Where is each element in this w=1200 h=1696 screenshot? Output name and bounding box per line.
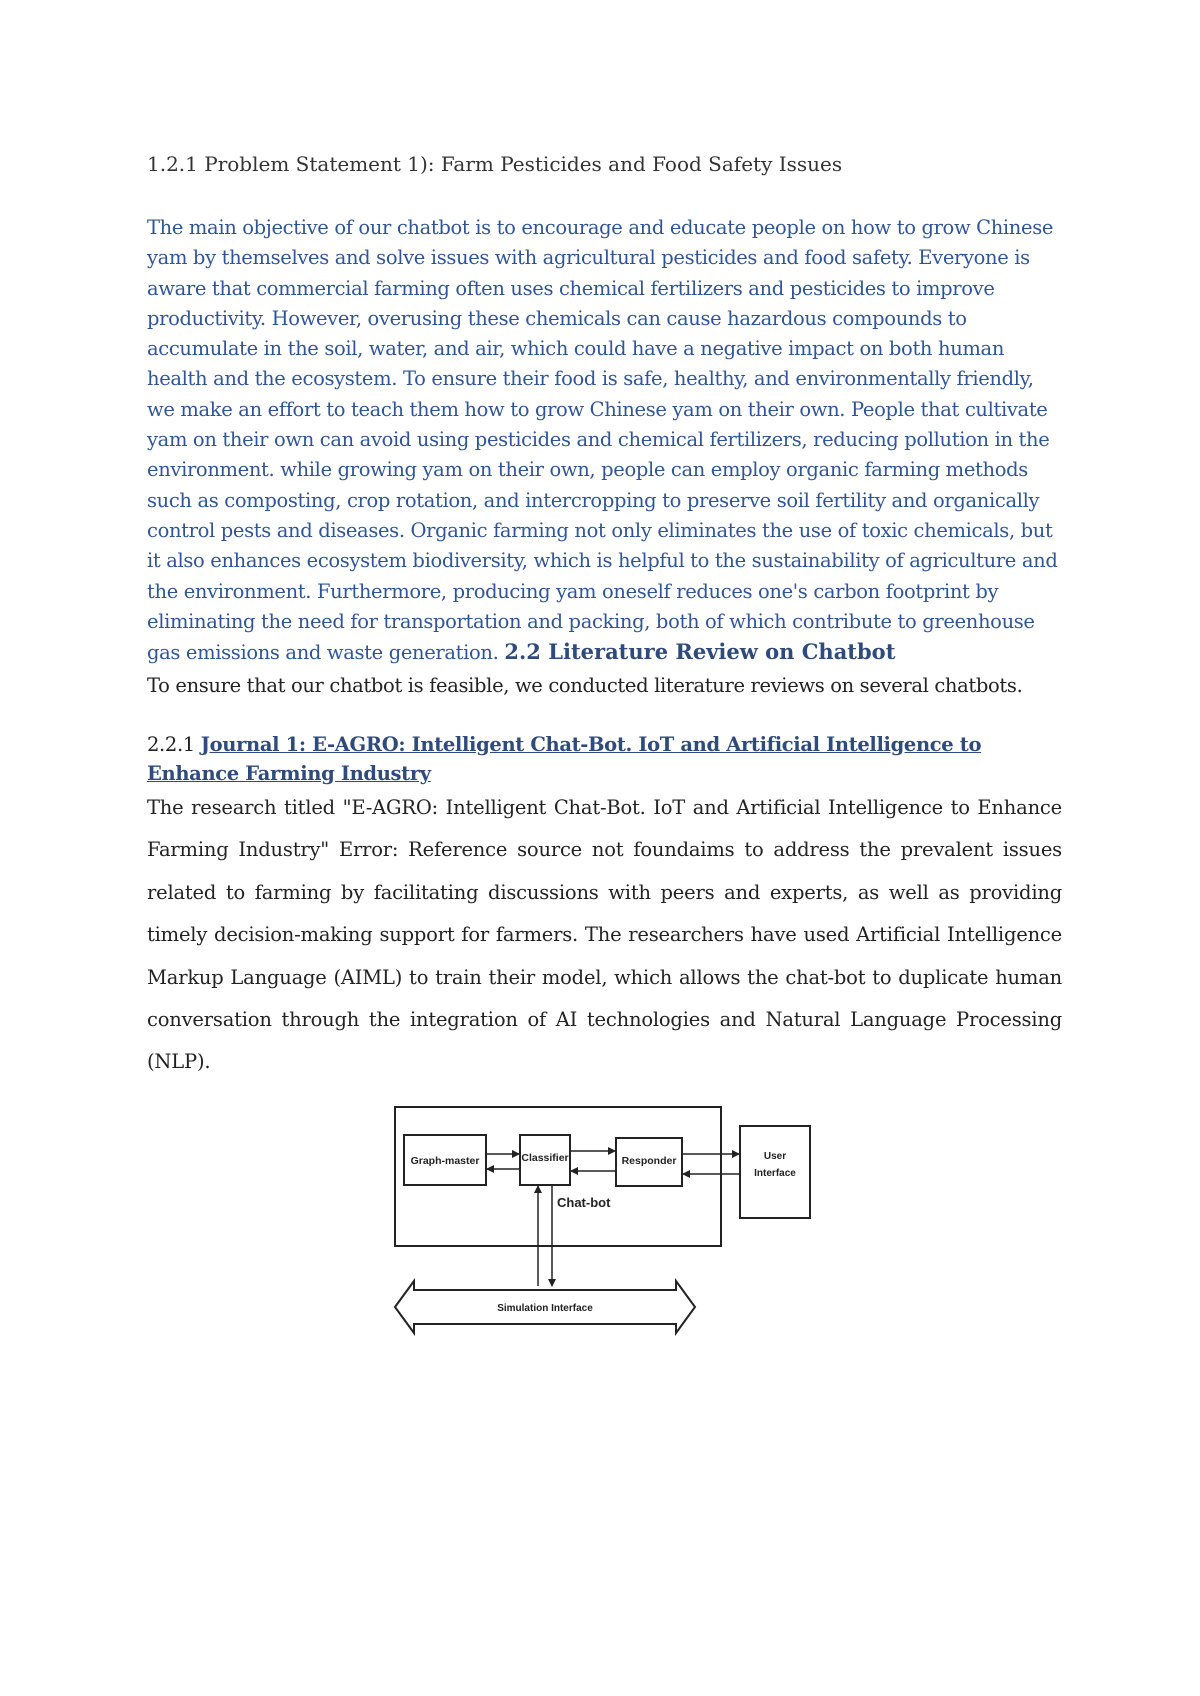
journal-heading bbox=[147, 730, 1027, 788]
objective-paragraph-text: The main objective of our chatbot is to encourage and educate people on how to grow Chinese yam by themselves and solve issues with agricultural pesticides and food safety. Everyone is aware that commercial farming often uses chemical fertilizers and pesticides to improve productivity. However, overusing these chemicals can cause hazardous compounds to accumulate in the soil, water, and air, which could have a negative impact on both human health and the ecosystem. To ensure their food is safe, healthy, and environmentally friendly, we make an effort to teach them how to grow Chinese yam on their own. People that cultivate yam on their own can avoid using pesticides and chemical fertilizers, reducing pollution in the environment. while growing yam on their own, people can employ organic farming methods such as composting, crop rotation, and intercropping to preserve soil fertility and organically control pests and diseases. Organic farming not only eliminates the use of toxic chemicals, but it also enhances ecosystem biodiversity, which is helpful to the sustainability of agriculture and the environment. Furthermore, producing yam oneself reduces one's carbon footprint by eliminating the need for transportation and packing, both of which contribute to greenhouse gas emissions and waste generation. bbox=[147, 216, 1058, 665]
classifier-label: Classifier bbox=[521, 1152, 569, 1164]
objective-paragraph bbox=[147, 213, 1062, 668]
section-heading-2-2: 2.2 Literature Review on Chatbot bbox=[504, 639, 896, 665]
simulation-interface-label: Simulation Interface bbox=[497, 1303, 593, 1314]
journal-paragraph: The research titled "E-AGRO: Intelligent Chat-Bot. IoT and Artificial Intelligence to Enhance Farming Industry" Error: Reference source not foundaims to address the prevalent issues related to farming by facilitating discussions with peers and experts, as well as providing timely decision-making support for farmers. The researchers have used Artificial Intelligence Markup Language (AIML) to train their model, which allows the chat-bot to duplicate human conversation through the integration of AI technologies and Natural Language Processing (NLP). bbox=[147, 796, 1062, 1074]
graph-master-label: Graph-master bbox=[410, 1155, 480, 1167]
journal-title-link[interactable]: Journal 1: E-AGRO: Intelligent Chat-Bot. IoT and Artificial Intelligence to Enhance Farming Industry bbox=[147, 733, 982, 785]
section-heading-1-2-1: 1.2.1 Problem Statement 1): Farm Pesticides and Food Safety Issues bbox=[147, 152, 843, 176]
responder-label: Responder bbox=[621, 1155, 677, 1167]
chatbot-label: Chat-bot bbox=[557, 1195, 611, 1210]
literature-intro: To ensure that our chatbot is feasible, we conducted literature reviews on several chatbots. bbox=[147, 674, 1023, 697]
chatbot-boundary-box bbox=[395, 1107, 721, 1246]
architecture-diagram bbox=[390, 1100, 830, 1350]
chatbot-architecture-figure bbox=[390, 1100, 830, 1350]
user-interface-label-line1: User bbox=[763, 1151, 787, 1162]
user-interface-label-line2: Interface bbox=[754, 1168, 796, 1179]
journal-number: 2.2.1 bbox=[147, 733, 195, 756]
